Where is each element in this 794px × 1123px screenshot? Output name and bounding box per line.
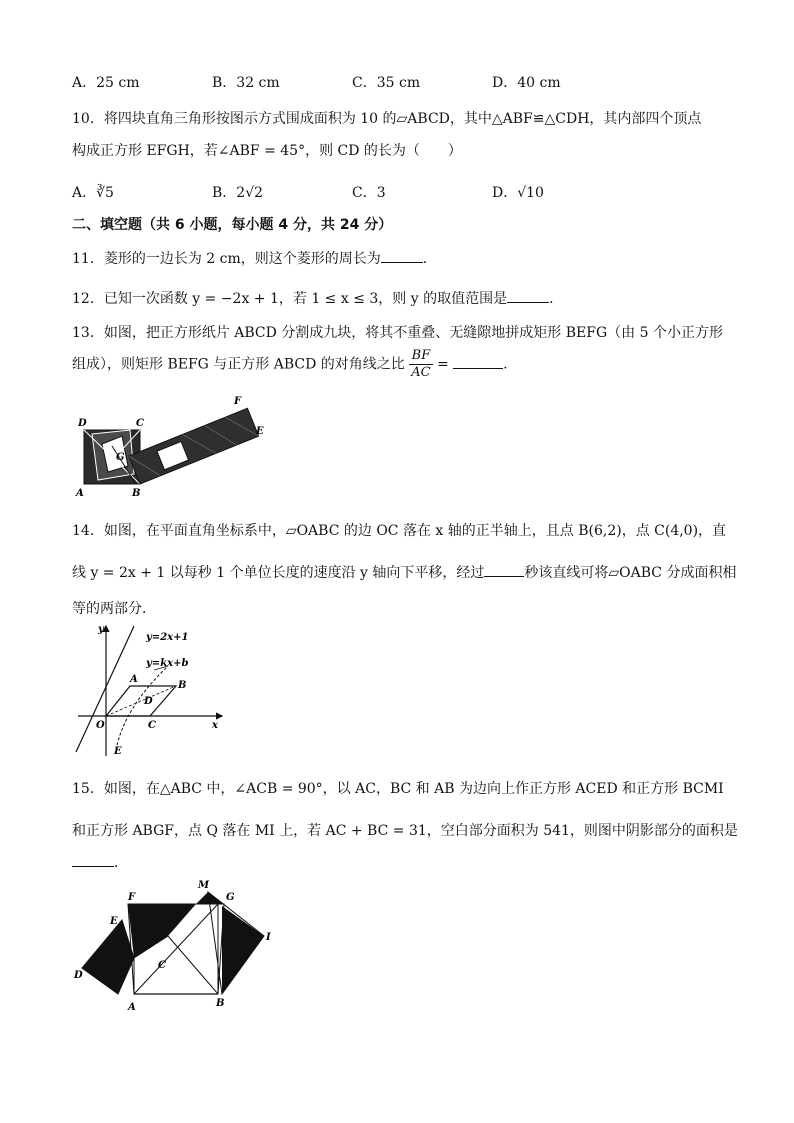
q15-end: ． — [114, 855, 128, 871]
q14-line-3: 等的两部分． — [72, 601, 156, 617]
q11-line — [72, 248, 437, 268]
q10-option-a: A．∛5 — [72, 185, 114, 201]
q13-label-c: C — [136, 418, 144, 429]
q13-label-a: A — [76, 488, 84, 498]
q12-answer-blank[interactable] — [507, 290, 549, 303]
q13-line-2 — [72, 348, 517, 381]
q14-label-b: B — [178, 680, 187, 691]
section-title: 二、填空题（共 6 小题，每小题 4 分，共 24 分） — [72, 217, 393, 233]
q15-label-f: F — [128, 892, 136, 903]
q9-option-c: C．35 cm — [352, 75, 421, 91]
q15-label-c: C — [158, 960, 166, 971]
q15-figure — [72, 874, 282, 1014]
q13-label-b: B — [132, 488, 141, 498]
q9-option-d: D．40 cm — [492, 75, 561, 91]
q15-label-d: D — [74, 970, 83, 981]
q15-label-b: B — [216, 998, 225, 1009]
q14-label-line2: y=kx+b — [146, 658, 189, 669]
q10-line-1: 10．将四块直角三角形按图示方式围成面积为 10 的▱ABCD，其中△ABF≌△CDH，其内部四个顶点 — [72, 111, 702, 127]
q15-line-3 — [72, 852, 128, 872]
q13-line-2b: = — [437, 356, 449, 373]
q9-option-b: B．32 cm — [212, 75, 280, 91]
q13-frac-num: BF — [409, 348, 432, 365]
q10-option-b: B．2√2 — [212, 185, 264, 201]
q15-label-g: G — [226, 892, 235, 903]
q15-label-a: A — [128, 1002, 136, 1013]
q14-label-d: D — [144, 696, 153, 707]
q14-label-c: C — [148, 720, 156, 731]
q14-label-a: A — [130, 674, 138, 685]
q13-frac-den: AC — [411, 365, 431, 380]
q14-label-y: y — [98, 624, 104, 635]
q13-line-2a: 组成），则矩形 BEFG 与正方形 ABCD 的对角线之比 — [72, 356, 405, 373]
q13-label-g: G — [116, 452, 125, 463]
q12-line — [72, 288, 563, 308]
q11-answer-blank[interactable] — [381, 250, 423, 263]
q13-label-d: D — [78, 418, 87, 429]
q14-label-o: O — [96, 720, 105, 731]
q14-label-line1: y=2x+1 — [146, 632, 189, 643]
q13-label-e: E — [256, 426, 264, 437]
q15-label-i: I — [266, 932, 271, 943]
q13-fraction — [409, 348, 432, 381]
q14-line-2a: 线 y = 2x + 1 以每秒 1 个单位长度的速度沿 y 轴向下平移，经过 — [72, 565, 485, 581]
q11-text: 11．菱形的一边长为 2 cm，则这个菱形的周长为 — [72, 251, 381, 267]
q10-option-c: C．3 — [352, 185, 386, 201]
q12-end: ． — [549, 291, 564, 307]
q14-line-2b: 秒该直线可将▱OABC 分成面积相 — [524, 565, 737, 581]
q13-figure — [72, 392, 272, 498]
q14-label-e: E — [114, 746, 122, 757]
q14-line-2 — [72, 562, 736, 582]
q13-answer-blank[interactable] — [453, 356, 503, 369]
q15-line-2: 和正方形 ABGF，点 Q 落在 MI 上，若 AC + BC = 31，空白部分面积为 541，则图中阴影部分的面积是 — [72, 823, 738, 839]
q15-line-1: 15．如图，在△ABC 中，∠ACB = 90°，以 AC，BC 和 AB 为边向上作正方形 ACED 和正方形 BCMI — [72, 781, 724, 797]
q14-figure — [72, 618, 232, 760]
q13-label-f: F — [234, 396, 242, 407]
q15-label-m: M — [198, 880, 210, 891]
q10-option-d: D．√10 — [492, 185, 544, 201]
q15-answer-blank[interactable] — [72, 854, 114, 867]
q11-end: ． — [422, 251, 437, 267]
q9-option-a: A．25 cm — [72, 75, 140, 91]
q15-label-e: E — [110, 916, 118, 927]
q13-end: ． — [503, 356, 518, 373]
q14-line-1: 14．如图，在平面直角坐标系中，▱OABC 的边 OC 落在 x 轴的正半轴上，且点 B(6,2)，点 C(4,0)，直 — [72, 523, 727, 539]
q14-answer-blank[interactable] — [484, 564, 524, 577]
q13-line-1: 13．如图，把正方形纸片 ABCD 分割成九块，将其不重叠、无缝隙地拼成矩形 BEFG（由 5 个小正方形 — [72, 325, 723, 341]
q12-text: 12．已知一次函数 y = −2x + 1，若 1 ≤ x ≤ 3，则 y 的取值范围是 — [72, 291, 508, 307]
q10-line-2: 构成正方形 EFGH，若∠ABF = 45°，则 CD 的长为（ ） — [72, 143, 462, 159]
q14-label-x: x — [212, 720, 218, 731]
